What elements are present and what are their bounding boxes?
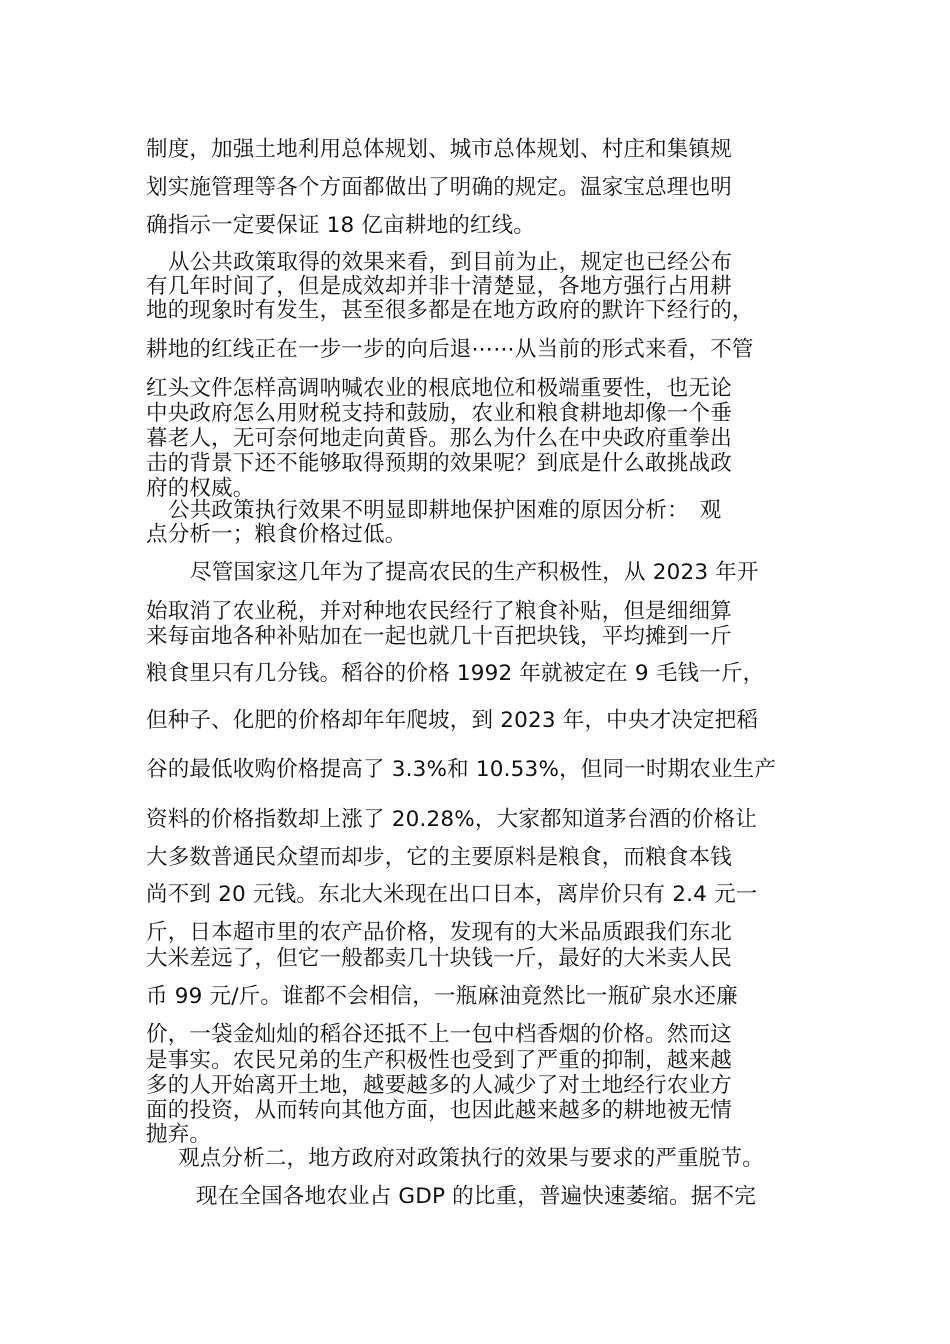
text-line: 地的现象时有发生，甚至很多都是在地方政府的默许下经行的， xyxy=(146,298,754,323)
text-line: 斤，日本超市里的农产品价格，发现有的大米品质跟我们东北 xyxy=(146,920,732,945)
text-line: 但种子、化肥的价格却年年爬坡，到 2023 年，中央才决定把稻 xyxy=(146,708,759,733)
text-line: 红头文件怎样高调呐喊农业的根底地位和极端重要性，也无论 xyxy=(146,376,732,401)
text-line: 有几年时间了，但是成效却并非十清楚显，各地方强行占用耕 xyxy=(146,274,732,299)
text-line: 府的权威。 xyxy=(146,476,255,501)
text-line: 现在全国各地农业占 GDP 的比重，普遍快速萎缩。据不完 xyxy=(196,1184,756,1209)
text-line: 点分析一；粮食价格过低。 xyxy=(146,522,407,547)
text-line: 资料的价格指数却上涨了 20.28%，大家都知道茅台酒的价格让 xyxy=(146,807,758,832)
text-line: 是事实。农民兄弟的生产积极性也受到了严重的抑制，越来越 xyxy=(146,1048,732,1073)
text-line: 制度，加强土地利用总体规划、城市总体规划、村庄和集镇规 xyxy=(146,137,732,162)
text-line: 币 99 元/斤。谁都不会相信，一瓶麻油竟然比一瓶矿泉水还廉 xyxy=(146,984,738,1009)
text-line: 面的投资，从而转向其他方面，也因此越来越多的耕地被无情 xyxy=(146,1098,732,1123)
text-line: 中央政府怎么用财税支持和鼓励，农业和粮食耕地却像一个垂 xyxy=(146,401,732,426)
text-line: 抛弃。 xyxy=(146,1122,212,1147)
text-line: 多的人开始离开土地，越要越多的人减少了对土地经行农业方 xyxy=(146,1073,732,1098)
text-line: 来每亩地各种补贴加在一起也就几十百把块钱，平均摊到一斤 xyxy=(146,624,732,649)
text-line: 击的背景下还不能够取得预期的效果呢？到底是什么敢挑战政 xyxy=(146,451,732,476)
text-line: 暮老人，无可奈何地走向黄昏。那么为什么在中央政府重拳出 xyxy=(146,426,732,451)
text-line: 大多数普通民众望而却步，它的主要原料是粮食，而粮食本钱 xyxy=(146,845,732,870)
text-line: 公共政策执行效果不明显即耕地保护困难的原因分析： 观 xyxy=(168,498,722,523)
text-line: 从公共政策取得的效果来看，到目前为止，规定也已经公布 xyxy=(168,250,733,275)
text-line: 确指示一定要保证 18 亿亩耕地的红线。 xyxy=(146,213,536,238)
text-line: 划实施管理等各个方面都做出了明确的规定。温家宝总理也明 xyxy=(146,175,732,200)
text-line: 粮食里只有几分钱。稻谷的价格 1992 年就被定在 9 毛钱一斤， xyxy=(146,661,765,686)
text-line: 价，一袋金灿灿的稻谷还抵不上一包中档香烟的价格。然而这 xyxy=(146,1022,732,1047)
text-line: 尽管国家这几年为了提高农民的生产积极性，从 2023 年开 xyxy=(190,560,759,585)
text-line: 尚不到 20 元钱。东北大米现在出口日本，离岸价只有 2.4 元一 xyxy=(146,882,758,907)
text-line: 观点分析二，地方政府对政策执行的效果与要求的严重脱节。 xyxy=(178,1146,764,1171)
text-line: 大米差远了，但它一般都卖几十块钱一斤，最好的大米卖人民 xyxy=(146,946,732,971)
text-line: 始取消了农业税，并对种地农民经行了粮食补贴，但是细细算 xyxy=(146,599,732,624)
text-line: 耕地的红线正在一步一步的向后退⋯⋯从当前的形式来看，不管 xyxy=(146,337,754,362)
text-line: 谷的最低收购价格提高了 3.3%和 10.53%，但同一时期农业生产 xyxy=(146,757,777,782)
